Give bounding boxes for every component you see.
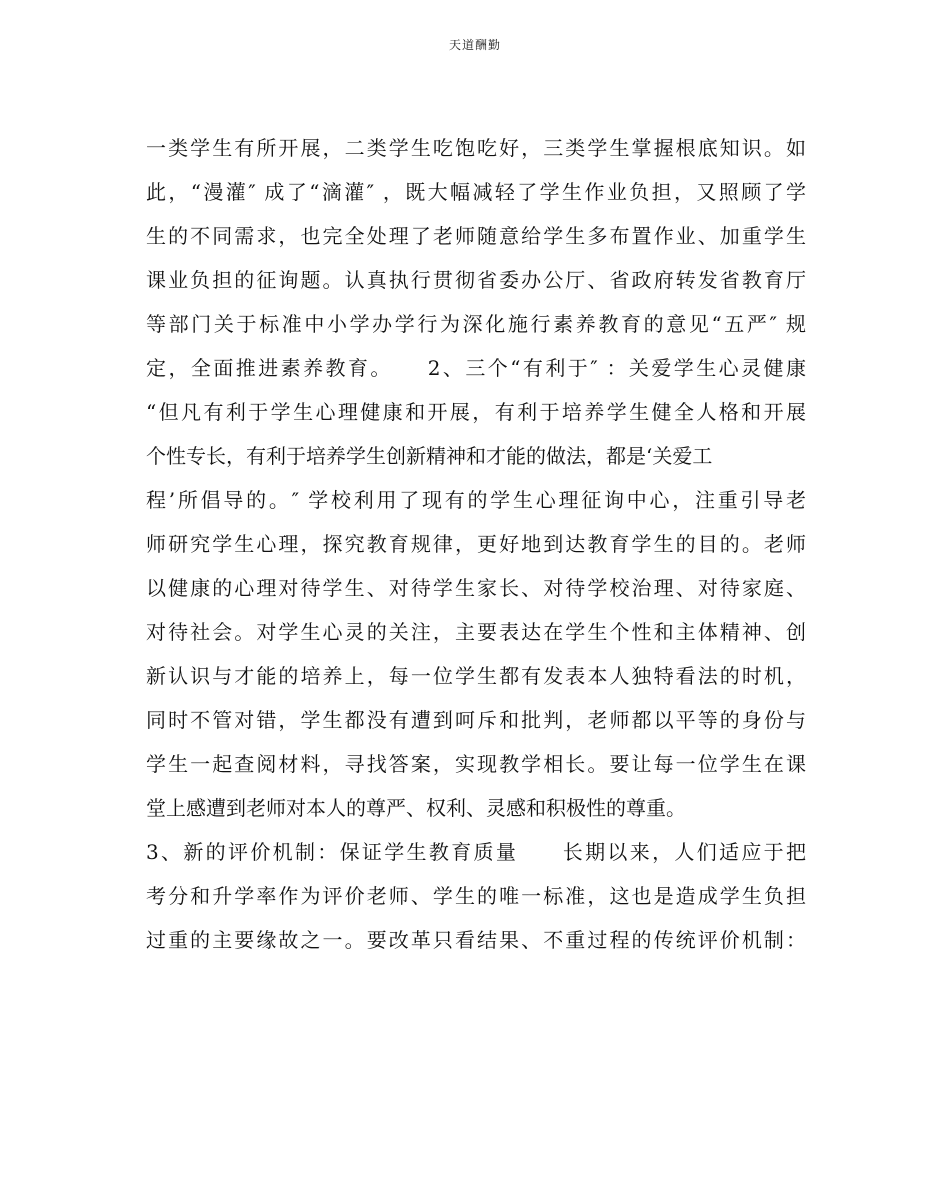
text-line: 过重的主要缘故之一。要改革只看结果、不重过程的传统评价机制：	[146, 928, 806, 952]
text-line: 课业负担的征询题。认真执行贯彻省委办公厅、省政府转发省教育厅	[146, 268, 806, 292]
text-line: 个性专长，有利于培养学生创新精神和才能的做法，都是‘关爱工	[146, 444, 713, 468]
text-line: 等部门关于标准中小学办学行为深化施行素养教育的意见“五严″ 规	[146, 312, 806, 336]
page-header: 天道酬勤	[448, 38, 501, 52]
text-line: “但凡有利于学生心理健康和开展，有利于培养学生健全人格和开展	[146, 400, 806, 424]
body-text	[146, 126, 806, 962]
text-line: 对待社会。对学生心灵的关注，主要表达在学生个性和主体精神、创	[146, 620, 806, 644]
text-line: 3、新的评价机制：保证学生教育质量 长期以来，人们适应于把	[146, 840, 806, 864]
text-line: 生的不同需求，也完全处理了老师随意给学生多布置作业、加重学生	[146, 224, 806, 248]
text-line: 一类学生有所开展，二类学生吃饱吃好，三类学生掌握根底知识。如	[146, 136, 806, 160]
text-line: 考分和升学率作为评价老师、学生的唯一标准，这也是造成学生负担	[146, 884, 806, 908]
text-line: 定，全面推进素养教育。 2、三个“有利于″ ：关爱学生心灵健康	[146, 356, 806, 380]
text-line: 程’所倡导的。″ 学校利用了现有的学生心理征询中心，注重引导老	[146, 488, 806, 512]
text-line: 学生一起查阅材料，寻找答案，实现教学相长。要让每一位学生在课	[146, 752, 806, 776]
text-line: 同时不管对错，学生都没有遭到呵斥和批判，老师都以平等的身份与	[146, 708, 806, 732]
text-line: 以健康的心理对待学生、对待学生家长、对待学校治理、对待家庭、	[146, 576, 806, 600]
text-line: 此，“漫灌″ 成了“滴灌″ ，既大幅减轻了学生作业负担，又照顾了学	[146, 180, 806, 204]
text-line: 堂上感遭到老师对本人的尊严、权利、灵感和积极性的尊重。	[146, 796, 686, 820]
text-line: 新认识与才能的培养上，每一位学生都有发表本人独特看法的时机，	[146, 664, 806, 688]
text-line: 师研究学生心理，探究教育规律，更好地到达教育学生的目的。老师	[146, 532, 806, 556]
